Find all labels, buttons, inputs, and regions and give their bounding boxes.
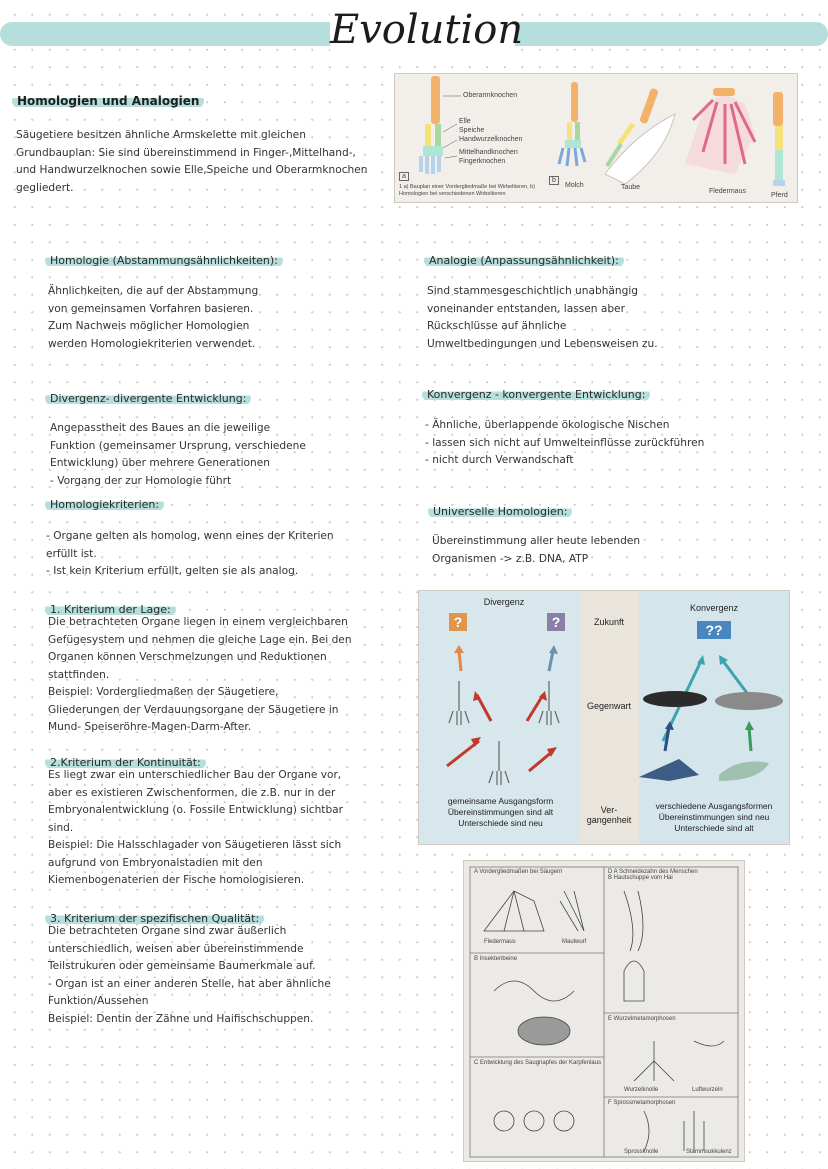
universell-text: Übereinstimmung aller heute lebenden Organismen -> z.B. DNA, ATP xyxy=(432,535,641,565)
fig2-zukunft: Zukunft xyxy=(593,617,624,627)
k3-text: Die betrachteten Organe sind zwar äußerlich unterschiedlich, weisen aber übereinstimmende Teilstrukuren oder gemeinsame Baumerkmale auf. - Organ ist an einer anderen Stelle, hat aber ähnliche Funktion/Aussehen Beispiel: Dentin der Zähne und Haifischschuppen. xyxy=(48,925,331,1025)
fig3-E2: Luftwurzeln xyxy=(692,1087,723,1093)
k1-text: Die betrachteten Organe liegen in einem vergleichbaren Gefügesystem und nehmen die gleiche Lage ein. Bei den Organen können Verschmelzungen und Reduktionen stattfinden. Beispiel: Vordergliedmaßen der Säugetiere, Gliederungen der Verdauungsorgane der Säugetiere in Mund- Speiseröhre-Magen-Darm-After. xyxy=(48,616,352,733)
fig1-animal-fledermaus: Fledermaus xyxy=(709,188,746,195)
fig1-caption: 1 a) Bauplan einer Vordergliedmaße bei Wirbeltieren, b) Homologien bei verschiedenen Wirbeltieren xyxy=(399,184,536,197)
fig3-A1: Fledermaus xyxy=(484,939,516,945)
universell-heading-wrap xyxy=(428,500,572,519)
fig2-vergangenheit: Ver- gangenheit xyxy=(586,805,632,825)
fig1-label-mittelhand: Mittelhandknochen xyxy=(459,149,518,156)
fig1-label-handwurzel: Handwurzelknochen xyxy=(459,136,523,143)
figure-divergenz-konvergenz xyxy=(418,590,790,845)
kriterien-heading: Homologiekriterien: xyxy=(45,498,164,511)
fig1-animal-taube: Taube xyxy=(621,184,641,191)
fig3-A2: Maulwurf xyxy=(562,939,587,945)
homologie-heading-wrap xyxy=(45,249,283,268)
fig3-A: A Vordergliedmaßen bei Säugern xyxy=(474,869,563,875)
fig3-F1: Sprossknolle xyxy=(624,1149,659,1155)
analogie-heading-wrap xyxy=(424,249,624,268)
fig3-E: E Wurzelmetamorphosen xyxy=(608,1016,676,1022)
fig3-D: D A Schneidezahn des Menschen B Hautschuppe vom Hai xyxy=(608,869,698,881)
fig1-animal-pferd: Pferd xyxy=(771,192,788,199)
figure-homologie-examples xyxy=(463,860,745,1162)
fig1-label-oberarm: Oberarmknochen xyxy=(463,92,518,99)
k2-text: Es liegt zwar ein unterschiedlicher Bau der Organe vor, aber es existieren Zwischenformen, die z.B. nur in der Embryonalentwicklung (o. Fossile Entwicklung) sichtbar sind. Beispiel: Die Halsschlagader von Säugetieren lässt sich aufgrund von Embryonalstadien mit den Kiemenbogenaterien der Fische homologisieren. xyxy=(48,769,344,886)
fig1-panel-b: b xyxy=(549,176,559,185)
konvergenz-text: - Ähnliche, überlappende ökologische Nischen - lassen sich nicht auf Umwelteinflüsse zurückführen - nicht durch Verwandschaft xyxy=(425,419,705,466)
konvergenz-heading-wrap xyxy=(422,383,650,402)
k2-heading-wrap xyxy=(45,751,206,770)
divergenz-heading: Divergenz- divergente Entwicklung: xyxy=(45,392,251,405)
limb-skeleton-drawing xyxy=(395,74,797,202)
fig2-question-pair: ?? xyxy=(697,621,731,639)
intro-text: Säugetiere besitzen ähnliche Armskelette mit gleichen Grundbauplan: Sie sind übereinstimmend in Finger-,Mittelhand-, und Handwurzelknochen sowie Elle,Speiche und Oberarmknochen gegliedert. xyxy=(16,129,368,194)
figure-limb-homology xyxy=(394,73,798,203)
fig3-C: C Entwicklung des Saugnapfes der Karpfenlaus xyxy=(474,1060,602,1066)
fig2-konvergenz-label: Konvergenz xyxy=(689,603,739,613)
k3-heading: 3. Kriterium der spezifischen Qualität: xyxy=(45,912,264,925)
intro-heading: Homologien und Analogien xyxy=(12,94,204,108)
k2-heading: 2.Kriterium der Kontinuität: xyxy=(45,756,206,769)
fig2-gegenwart: Gegenwart xyxy=(586,701,632,711)
analogie-heading: Analogie (Anpassungsähnlichkeit): xyxy=(424,254,624,267)
fig3-B: B Insektenbeine xyxy=(474,956,518,962)
fig1-label-speiche: Speiche xyxy=(459,127,485,134)
homologie-examples-drawing xyxy=(464,861,744,1161)
k1-heading-wrap xyxy=(45,598,176,617)
k3-heading-wrap xyxy=(45,907,264,926)
fig2-question-purple: ? xyxy=(547,613,565,631)
fig2-divergenz-label: Divergenz xyxy=(483,597,525,607)
fig3-E1: Wurzelknolle xyxy=(624,1087,659,1093)
homologie-heading: Homologie (Abstammungsähnlichkeiten): xyxy=(45,254,283,267)
kriterien-text: - Organe gelten als homolog, wenn eines der Kriterien erfüllt ist. - Ist kein Kriterium erfüllt, gelten sie als analog. xyxy=(46,530,334,577)
fig1-panel-a: a xyxy=(399,172,409,181)
kriterien-heading-wrap xyxy=(45,493,164,512)
fig2-right-bottom: verschiedene Ausgangsformen Übereinstimmungen sind neu Unterschiede sind alt xyxy=(655,801,773,833)
konvergenz-heading: Konvergenz - konvergente Entwicklung: xyxy=(422,388,650,401)
analogie-text: Sind stammesgeschichtlich unabhängig voneinander entstanden, lassen aber Rückschlüsse auf ähnliche Umweltbedingungen und Lebensweisen zu. xyxy=(427,285,658,350)
title-bar-left xyxy=(0,22,365,46)
fig1-label-finger: Fingerknochen xyxy=(459,158,506,165)
fig3-F: F Sprossmetamorphosen xyxy=(608,1100,676,1106)
page-title: Evolution xyxy=(330,7,524,53)
fig3-F2: Stammsukkulenz xyxy=(686,1149,732,1155)
intro-section xyxy=(12,90,204,109)
fig2-question-orange: ? xyxy=(449,613,467,631)
divergenz-heading-wrap xyxy=(45,387,251,406)
universell-heading: Universelle Homologien: xyxy=(428,505,572,518)
fig1-animal-molch: Molch xyxy=(565,182,584,189)
fig2-left-bottom: gemeinsame Ausgangsform Übereinstimmungen sind alt Unterschiede sind neu xyxy=(447,796,554,828)
homologie-text: Ähnlichkeiten, die auf der Abstammung von gemeinsamen Vorfahren basieren. Zum Nachweis möglicher Homologien werden Homologiekriterien verwendet. xyxy=(48,285,259,350)
divergenz-text: Angepasstheit des Baues an die jeweilige Funktion (gemeinsamer Ursprung, verschiedene Entwicklung) über mehrere Generationen - Vorgang der zur Homologie führt xyxy=(50,422,306,487)
title-bar-right xyxy=(495,22,828,46)
k1-heading: 1. Kriterium der Lage: xyxy=(45,603,176,616)
fig1-label-elle: Elle xyxy=(459,118,471,125)
